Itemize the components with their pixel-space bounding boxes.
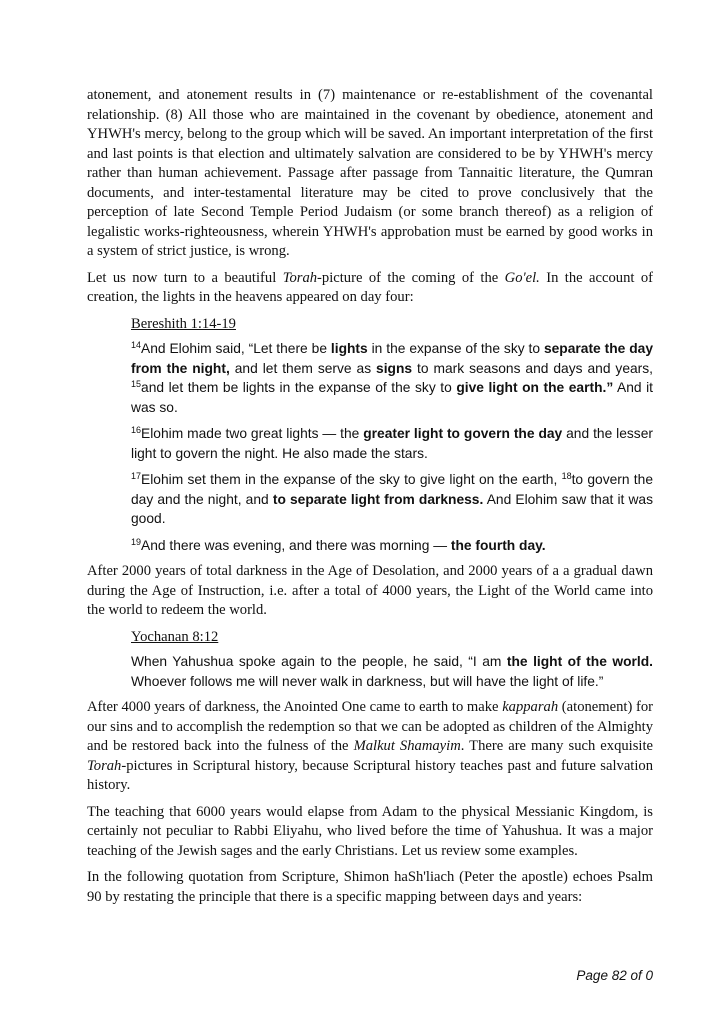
verse-yochanan-8-12 xyxy=(131,652,653,691)
text-run: and let them serve as xyxy=(229,360,377,376)
bold-run: the light of the world. xyxy=(506,654,653,669)
paragraph-atonement: atonement, and atonement results in (7) maintenance or re-establishment of the covenantal relationship. (8) All those who are maintained in the covenant by obedience, atonement and YHWH's mercy, belong to the group which will be saved. An important interpretation of the first and last points is that election and ultimately salvation are considered to be by YHWH's mercy rather than human achievement. Passage after passage from Tannaitic literature, the Qumran documents, and inter-testamental literature may be cited to prove conclusively that the perception of late Second Temple Period Judaism (or some branch thereof) as a religion of legalistic works-righteousness, wherein YHWH's approbation must be earned by good works in a system of strict justice, is wrong. xyxy=(87,87,653,259)
text-run: and let them be lights in the expanse of the sky to xyxy=(141,380,457,395)
bold-run: the fourth day. xyxy=(450,537,546,553)
bold-run: give light on the earth.” xyxy=(456,380,614,395)
text-run: -picture of the coming of the xyxy=(317,269,505,286)
verse-number: 17 xyxy=(131,471,142,481)
text-run: Let us now turn to a beautiful xyxy=(87,269,283,286)
bold-run: to separate light from darkness. xyxy=(272,491,484,507)
text-run: (atonement) for our sins and to accomplish the redemption so that we can be adopted as children of the Almighty and be restored back into the fulness of the xyxy=(87,699,653,754)
verse-19 xyxy=(131,536,653,556)
verse-number: 14 xyxy=(131,340,142,350)
bold-run: greater light to govern the day xyxy=(363,426,563,441)
verse-number: 15 xyxy=(131,379,142,389)
text-run: and the lesser light to govern the night. He also made the stars. xyxy=(131,426,653,461)
paragraph-shimon: In the following quotation from Scripture, Shimon haSh'liach (Peter the apostle) echoes Psalm 90 by restating the principle that there is a specific mapping between days and years: xyxy=(87,869,653,905)
text-run: -pictures in Scriptural history, because Scriptural history teaches past and future salvation history. xyxy=(87,757,653,793)
emphasis-torah: Torah xyxy=(282,269,318,286)
scripture-reference-bereshith: Bereshith 1:14-19 xyxy=(131,315,236,332)
verse-number: 16 xyxy=(131,425,142,435)
emphasis-torah: Torah xyxy=(87,757,122,774)
verse-17-18 xyxy=(131,470,653,529)
text-run: And Elohim said, “Let there be xyxy=(141,341,331,356)
paragraph-6000-years: The teaching that 6000 years would elapse from Adam to the physical Messianic Kingdom, is certainly not peculiar to Rabbi Eliyahu, who lived before the time of Yahushua. It was a major teaching of the Jewish sages and the early Christians. Let us review some examples. xyxy=(87,803,653,859)
text-run: In the account of creation, the lights in the heavens appeared on day four: xyxy=(87,269,653,305)
verse-number: 19 xyxy=(131,536,142,547)
text-run: to govern the day and the night, and xyxy=(131,472,653,507)
text-run: Whoever follows me will never walk in darkness, but will have the light of life.” xyxy=(131,673,604,689)
emphasis-kapparah: kapparah xyxy=(502,699,559,715)
text-run: . There are many such exquisite xyxy=(460,738,653,754)
paragraph-torah-picture xyxy=(87,269,653,308)
text-run: to mark seasons and days and years, xyxy=(412,360,654,376)
text-run: And it was so. xyxy=(131,380,654,415)
text-run: Elohim set them in the expanse of the sky to give light on the earth, xyxy=(141,472,562,487)
text-run: in the expanse of the sky to xyxy=(367,341,544,356)
bold-run: separate the day from the night, xyxy=(131,341,653,376)
verse-14-15 xyxy=(131,339,653,417)
text-run: And Elohim saw that it was good. xyxy=(131,491,654,526)
page-number: Page 82 of 0 xyxy=(576,968,653,983)
paragraph-2000-years: After 2000 years of total darkness in the Age of Desolation, and 2000 years of a a gradual dawn during the Age of Instruction, i.e. after a total of 4000 years, the Light of the World came into the world to redeem the world. xyxy=(87,563,653,618)
emphasis-malkut-shamayim: Malkut Shamayim xyxy=(353,738,461,754)
text-run: Elohim made two great lights — the xyxy=(141,426,364,441)
text-run: And there was evening, and there was morning — xyxy=(141,537,451,553)
verse-number: 18 xyxy=(561,471,572,481)
text-run: When Yahushua spoke again to the people, he said, “I am xyxy=(131,654,507,669)
scripture-reference-yochanan: Yochanan 8:12 xyxy=(131,628,219,645)
text-run: After 4000 years of darkness, the Anointed One came to earth to make xyxy=(87,699,503,715)
bold-run: lights xyxy=(330,341,368,356)
document-page xyxy=(87,86,653,914)
bold-run: signs xyxy=(376,360,413,376)
paragraph-4000-years xyxy=(87,698,653,796)
verse-16 xyxy=(131,424,653,463)
emphasis-goel: Go'el. xyxy=(504,269,540,286)
